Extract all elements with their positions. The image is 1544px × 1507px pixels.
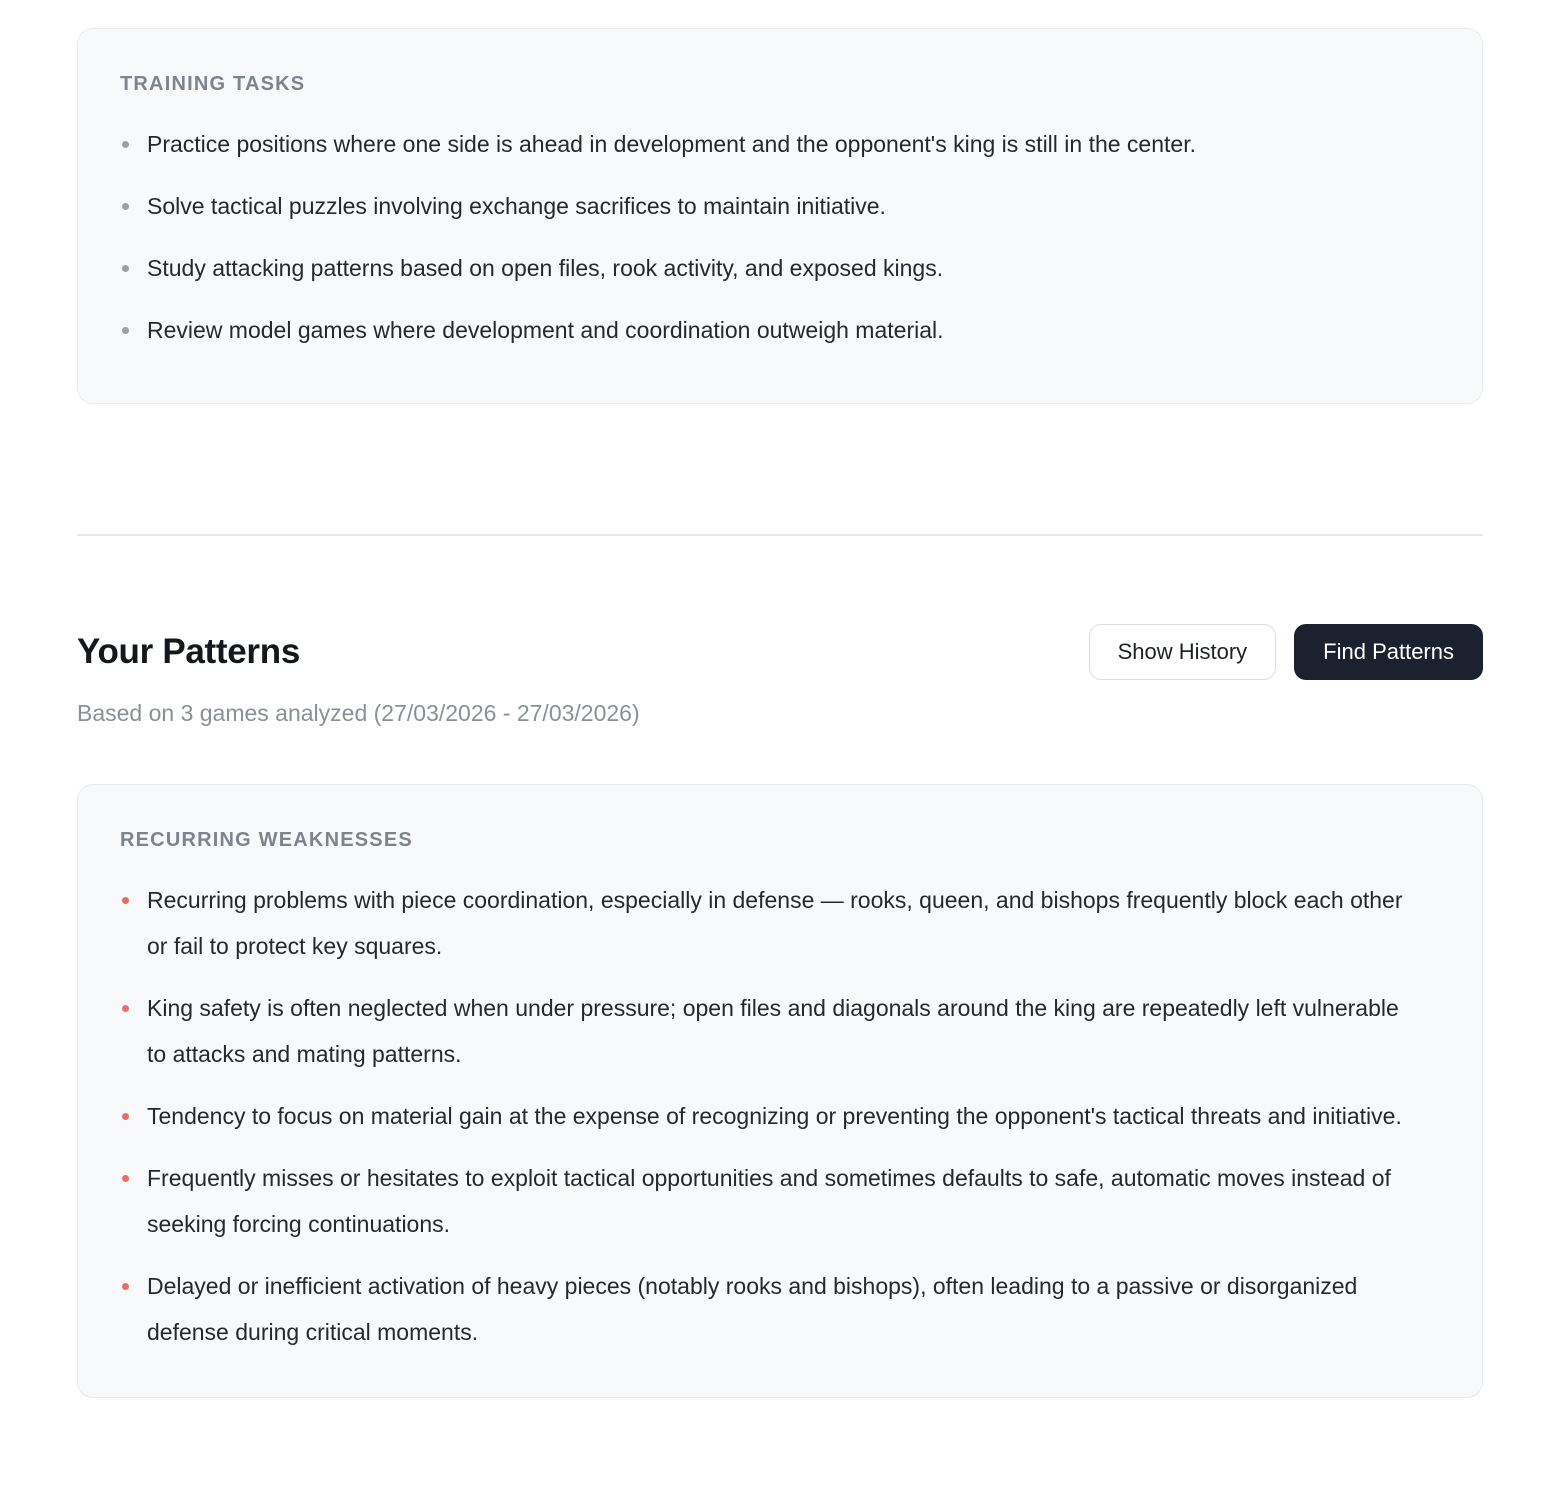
weakness-text: Delayed or inefficient activation of heavy pieces (notably rooks and bishops), often leading to a passive or disorganized defense during critical moments. — [147, 1273, 1358, 1345]
recurring-weaknesses-title: RECURRING WEAKNESSES — [120, 829, 413, 851]
training-task-text: Review model games where development and coordination outweigh material. — [147, 317, 944, 343]
weakness-item — [120, 1155, 1420, 1247]
bullet-dot-icon — [122, 265, 129, 272]
patterns-section-subtitle: Based on 3 games analyzed (27/03/2026 - 27/03/2026) — [77, 700, 640, 726]
training-task-item — [120, 307, 1420, 353]
training-task-item — [120, 183, 1420, 229]
training-task-text: Solve tactical puzzles involving exchange sacrifices to maintain initiative. — [147, 193, 886, 219]
training-task-item — [120, 245, 1420, 291]
patterns-section-title: Your Patterns — [77, 632, 301, 671]
bullet-dot-icon — [122, 1005, 129, 1012]
bullet-dot-icon — [122, 327, 129, 334]
training-tasks-card — [77, 28, 1483, 404]
weakness-item — [120, 985, 1420, 1077]
training-task-text: Study attacking patterns based on open files, rook activity, and exposed kings. — [147, 255, 944, 281]
patterns-header-buttons — [1089, 624, 1483, 680]
weakness-text: King safety is often neglected when under pressure; open files and diagonals around the king are repeatedly left vulnerable to attacks and mating patterns. — [147, 995, 1399, 1067]
bullet-dot-icon — [122, 1175, 129, 1182]
bullet-dot-icon — [122, 897, 129, 904]
show-history-button[interactable]: Show History — [1089, 624, 1277, 680]
training-tasks-list — [120, 121, 1440, 353]
find-patterns-button[interactable]: Find Patterns — [1294, 624, 1483, 680]
bullet-dot-icon — [122, 1283, 129, 1290]
weakness-text: Recurring problems with piece coordination, especially in defense — rooks, queen, and bishops frequently block each other or fail to protect key squares. — [147, 887, 1403, 959]
recurring-weaknesses-card — [77, 784, 1483, 1398]
weaknesses-wrap — [77, 784, 1483, 1398]
training-task-text: Practice positions where one side is ahead in development and the opponent's king is still in the center. — [147, 131, 1196, 157]
bullet-dot-icon — [122, 1113, 129, 1120]
patterns-section-header — [77, 624, 1483, 680]
bullet-dot-icon — [122, 203, 129, 210]
recurring-weaknesses-list — [120, 877, 1440, 1355]
weakness-text: Frequently misses or hesitates to exploit tactical opportunities and sometimes defaults to safe, automatic moves instead of seeking forcing continuations. — [147, 1165, 1391, 1237]
section-divider — [77, 534, 1483, 536]
weakness-item — [120, 1263, 1420, 1355]
training-tasks-title: TRAINING TASKS — [120, 73, 306, 95]
bullet-dot-icon — [122, 141, 129, 148]
training-task-item — [120, 121, 1420, 167]
weakness-item — [120, 1093, 1420, 1139]
weakness-item — [120, 877, 1420, 969]
weakness-text: Tendency to focus on material gain at the expense of recognizing or preventing the opponent's tactical threats and initiative. — [147, 1103, 1402, 1129]
